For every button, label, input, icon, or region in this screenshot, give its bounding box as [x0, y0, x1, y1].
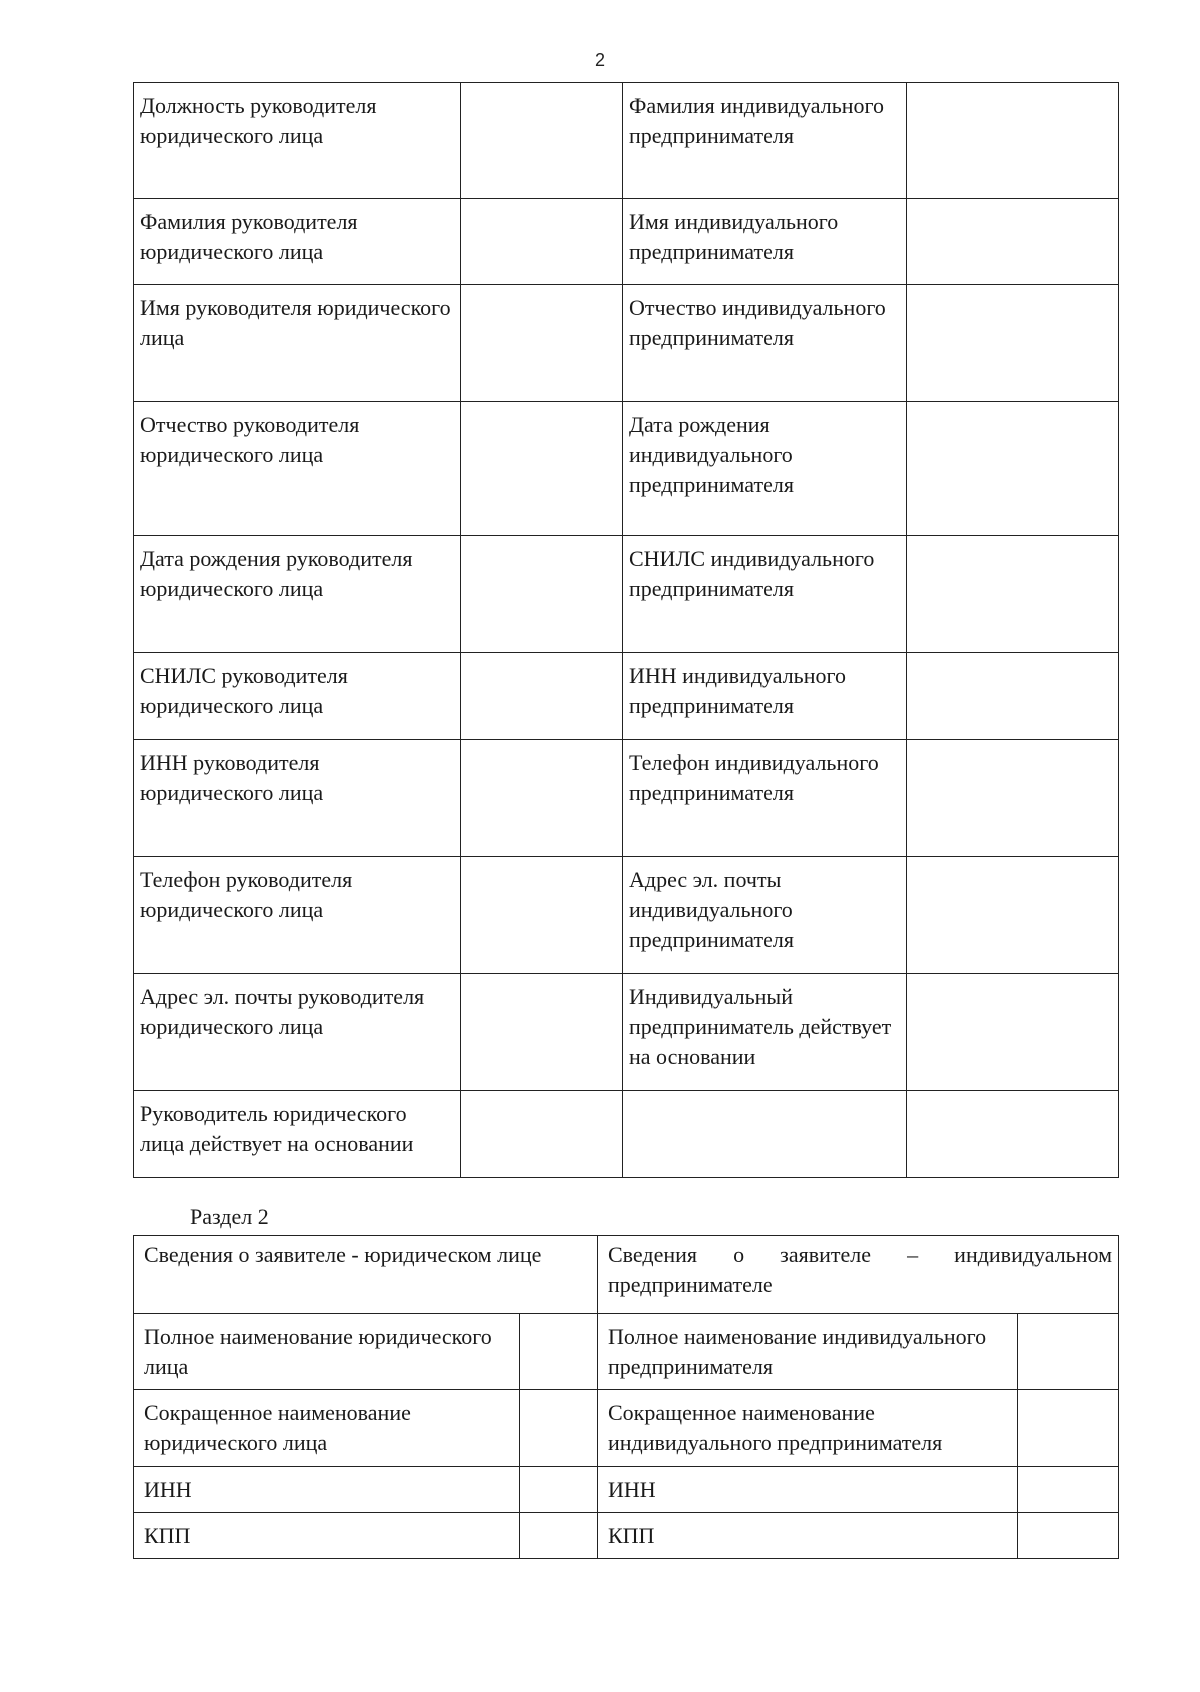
field-value-cell[interactable] [907, 536, 1119, 653]
field-value-cell[interactable] [461, 199, 623, 285]
table-row [134, 536, 1119, 653]
field-value-cell[interactable] [907, 83, 1119, 199]
field-value-cell[interactable] [907, 1091, 1119, 1178]
field-label: Дата рождения руководителя юридического лица [134, 536, 461, 653]
applicant-info-table [133, 1235, 1119, 1559]
table-row [134, 1091, 1119, 1178]
field-label: Отчество индивидуального предпринимателя [623, 285, 907, 402]
entrepreneur-header-line2: предпринимателе [608, 1272, 773, 1297]
table-row [134, 285, 1119, 402]
field-label: Адрес эл. почты руководителя юридического лица [134, 974, 461, 1091]
field-label: Телефон индивидуального предпринимателя [623, 740, 907, 857]
field-label: Руководитель юридического лица действует на основании [134, 1091, 461, 1178]
table-row [134, 974, 1119, 1091]
entrepreneur-header-line1: Сведения о заявителе – индивидуальном [608, 1242, 1112, 1267]
field-label: ИНН [598, 1467, 1018, 1513]
field-label: Отчество руководителя юридического лица [134, 402, 461, 536]
field-label: Должность руководителя юридического лица [134, 83, 461, 199]
field-label: ИНН руководителя юридического лица [134, 740, 461, 857]
field-value-cell[interactable] [461, 740, 623, 857]
section-2-label: Раздел 2 [190, 1204, 269, 1229]
table-row [134, 653, 1119, 740]
field-value-cell[interactable] [1018, 1467, 1119, 1513]
table-row [134, 857, 1119, 974]
field-value-cell[interactable] [907, 740, 1119, 857]
table-row [134, 1390, 1119, 1467]
field-value-cell[interactable] [907, 199, 1119, 285]
field-label: Индивидуальный предприниматель действует на основании [623, 974, 907, 1091]
field-value-cell[interactable] [907, 402, 1119, 536]
table-row [134, 740, 1119, 857]
field-value-cell[interactable] [1018, 1314, 1119, 1390]
page-number: 2 [594, 50, 605, 70]
field-value-cell[interactable] [461, 285, 623, 402]
field-value-cell[interactable] [520, 1314, 598, 1390]
field-value-cell[interactable] [520, 1513, 598, 1559]
field-value-cell[interactable] [461, 653, 623, 740]
field-value-cell[interactable] [461, 536, 623, 653]
field-label: Дата рождения индивидуального предпринимателя [623, 402, 907, 536]
field-value-cell[interactable] [907, 974, 1119, 1091]
field-label: СНИЛС индивидуального предпринимателя [623, 536, 907, 653]
field-label: Фамилия индивидуального предпринимателя [623, 83, 907, 199]
field-value-cell[interactable] [461, 857, 623, 974]
field-value-cell[interactable] [461, 402, 623, 536]
field-label: СНИЛС руководителя юридического лица [134, 653, 461, 740]
field-label: Фамилия руководителя юридического лица [134, 199, 461, 285]
table-row [134, 402, 1119, 536]
field-value-cell[interactable] [461, 1091, 623, 1178]
field-label: Имя руководителя юридического лица [134, 285, 461, 402]
field-value-cell[interactable] [907, 653, 1119, 740]
field-label: Полное наименование юридического лица [134, 1314, 520, 1390]
applicant-head-table [133, 82, 1119, 1178]
field-label: ИНН индивидуального предпринимателя [623, 653, 907, 740]
table-row [134, 83, 1119, 199]
field-label: КПП [134, 1513, 520, 1559]
field-label: ИНН [134, 1467, 520, 1513]
field-value-cell[interactable] [907, 857, 1119, 974]
field-value-cell[interactable] [907, 285, 1119, 402]
field-label: Полное наименование индивидуального предпринимателя [598, 1314, 1018, 1390]
table-header-row [134, 1236, 1119, 1314]
entrepreneur-header [598, 1236, 1119, 1314]
field-value-cell[interactable] [461, 83, 623, 199]
field-value-cell[interactable] [1018, 1513, 1119, 1559]
table-row [134, 1467, 1119, 1513]
field-label: Сокращенное наименование индивидуального предпринимателя [598, 1390, 1018, 1467]
field-label [623, 1091, 907, 1178]
field-value-cell[interactable] [520, 1467, 598, 1513]
field-value-cell[interactable] [1018, 1390, 1119, 1467]
field-label: Имя индивидуального предпринимателя [623, 199, 907, 285]
field-label: Адрес эл. почты индивидуального предпринимателя [623, 857, 907, 974]
field-value-cell[interactable] [461, 974, 623, 1091]
field-label: Телефон руководителя юридического лица [134, 857, 461, 974]
table-row [134, 1314, 1119, 1390]
field-label: КПП [598, 1513, 1018, 1559]
table-row [134, 1513, 1119, 1559]
field-value-cell[interactable] [520, 1390, 598, 1467]
legal-entity-header: Сведения о заявителе - юридическом лице [134, 1236, 598, 1314]
table-row [134, 199, 1119, 285]
field-label: Сокращенное наименование юридического лица [134, 1390, 520, 1467]
